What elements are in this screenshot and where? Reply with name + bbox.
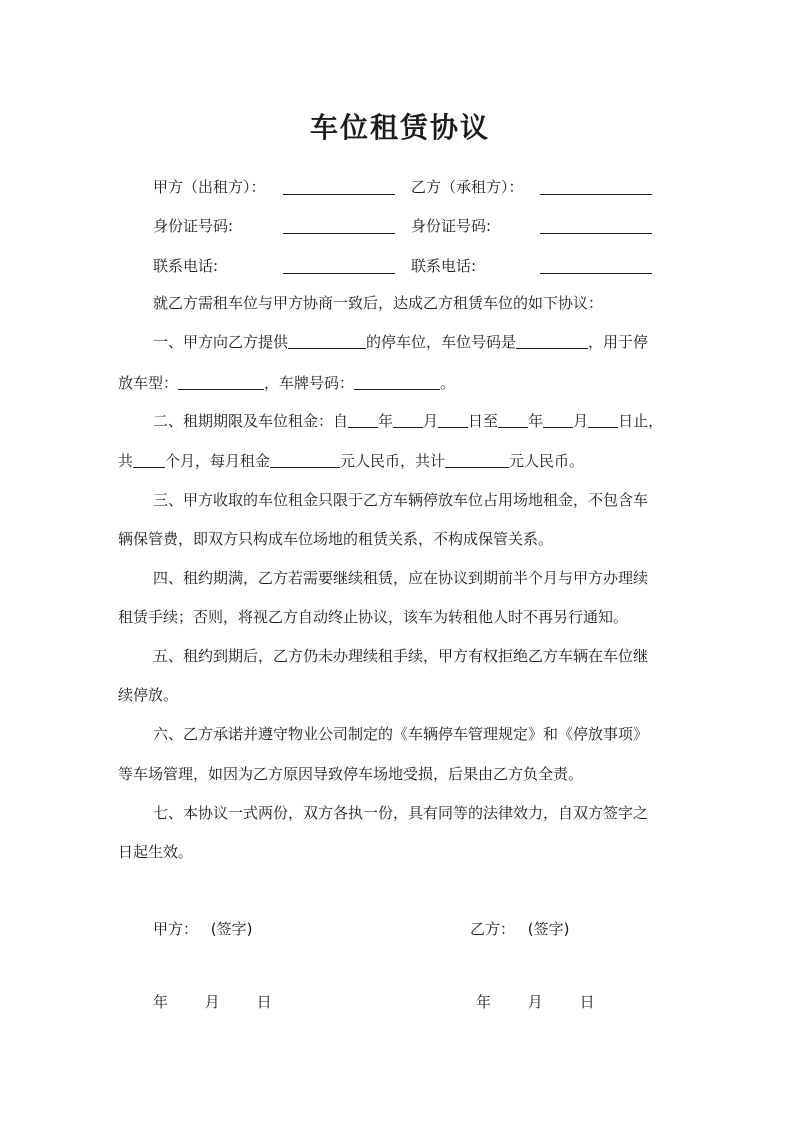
clause-2-text-b: 个月，每月租金 (165, 452, 271, 470)
clause-6-line-1: 六、乙方承诺并遵守物业公司制定的《车辆停车管理规定》和《停放事项》 (153, 725, 649, 743)
clause-4-line-1: 四、租约期满，乙方若需要继续租赁，应在协议到期前半个月与甲方办理续 (153, 569, 649, 587)
months-blank[interactable] (133, 453, 165, 468)
start-year-blank[interactable] (348, 413, 378, 428)
party-b-day: 日 (579, 993, 595, 1011)
party-a-month: 月 (204, 993, 220, 1011)
party-a-signature (153, 918, 253, 939)
sig-party-a-label: 甲方： (153, 920, 199, 938)
party-a-year: 年 (153, 993, 169, 1011)
space-number-blank[interactable] (516, 334, 588, 349)
end-year-label: 年 (528, 412, 544, 430)
clause-1-text-f: 。 (440, 374, 456, 392)
end-month-blank[interactable] (543, 413, 573, 428)
end-year-blank[interactable] (498, 413, 528, 428)
clause-1-text-e: ，车牌号码： (264, 374, 355, 392)
monthly-rent-blank[interactable] (270, 453, 340, 468)
start-month-blank[interactable] (393, 413, 423, 428)
clause-7-line-1: 七、本协议一式两份，双方各执一份，具有同等的法律效力，自双方签字之 (153, 804, 649, 822)
plate-number-blank[interactable] (354, 375, 440, 390)
clause-1-text-c: ，用于停 (588, 333, 649, 351)
sig-party-b-sign[interactable]: (签字) (527, 920, 570, 938)
document-title: 车位租赁协议 (309, 111, 490, 144)
clause-1-text-d: 放车型： (118, 374, 179, 392)
clause-1-text-b: 的停车位，车位号码是 (366, 333, 517, 351)
id-label-b: 身份证号码: (411, 217, 492, 235)
total-rent-blank[interactable] (445, 453, 509, 468)
day-to-label: 日至 (468, 412, 499, 430)
phone-label-a: 联系电话: (153, 257, 219, 275)
party-a-blank[interactable] (283, 178, 395, 195)
sig-party-a-sign[interactable]: (签字) (210, 920, 253, 938)
clause-5-line-1: 五、租约到期后，乙方仍未办理续租手续，甲方有权拒绝乙方车辆在车位继 (153, 647, 649, 665)
clause-7-line-2: 日起生效。 (118, 843, 194, 861)
clause-2-text-d: 元人民币。 (509, 452, 585, 470)
clause-3-line-2: 辆保管费，即双方只构成车位场地的租赁关系，不构成保管关系。 (118, 530, 554, 548)
party-a-day: 日 (256, 993, 272, 1011)
party-b-date[interactable] (476, 991, 595, 1012)
end-day-blank[interactable] (588, 413, 618, 428)
clause-4-line-2: 租赁手续；否则，将视乙方自动终止协议，该车为转租他人时不再另行通知。 (118, 608, 629, 626)
party-b-signature (470, 918, 570, 939)
id-a-blank[interactable] (283, 217, 395, 234)
party-b-label: 乙方（承租方）： (411, 178, 524, 196)
clause-6-line-2: 等车场管理，如因为乙方原因导致停车场地受损，后果由乙方负全责。 (118, 765, 584, 783)
party-b-year: 年 (476, 993, 492, 1011)
id-label-a: 身份证号码: (153, 217, 234, 235)
start-day-blank[interactable] (438, 413, 468, 428)
provided-blank[interactable] (288, 334, 366, 349)
clause-1-line-2 (118, 372, 455, 394)
start-month-label: 月 (423, 412, 439, 430)
day-end-label: 日止， (618, 412, 664, 430)
party-a-label: 甲方（出租方）： (153, 178, 266, 196)
start-year-label: 年 (378, 412, 394, 430)
party-a-date[interactable] (153, 991, 272, 1012)
phone-b-blank[interactable] (540, 257, 652, 274)
vehicle-model-blank[interactable] (178, 375, 264, 390)
clause-2-line-1 (153, 410, 663, 432)
clause-1-line-1 (153, 331, 648, 353)
end-month-label: 月 (573, 412, 589, 430)
sig-party-b-label: 乙方： (470, 920, 516, 938)
clause-2-line-2 (118, 450, 584, 472)
clause-3-line-1: 三、甲方收取的车位租金只限于乙方车辆停放车位占用场地租金，不包含车 (153, 491, 649, 509)
clause-5-line-2: 续停放。 (118, 686, 179, 704)
intro-text: 就乙方需租车位与甲方协商一致后，达成乙方租赁车位的如下协议： (153, 294, 604, 312)
clause-1-text-a: 一、甲方向乙方提供 (153, 333, 289, 351)
clause-2-text-c: 元人民币，共计 (340, 452, 446, 470)
phone-a-blank[interactable] (283, 257, 395, 274)
party-b-month: 月 (527, 993, 543, 1011)
clause-2-gong: 共 (118, 452, 134, 470)
id-b-blank[interactable] (540, 217, 652, 234)
clause-2-text-a: 二、租期期限及车位租金：自 (153, 412, 349, 430)
party-b-blank[interactable] (540, 178, 652, 195)
phone-label-b: 联系电话: (411, 257, 477, 275)
